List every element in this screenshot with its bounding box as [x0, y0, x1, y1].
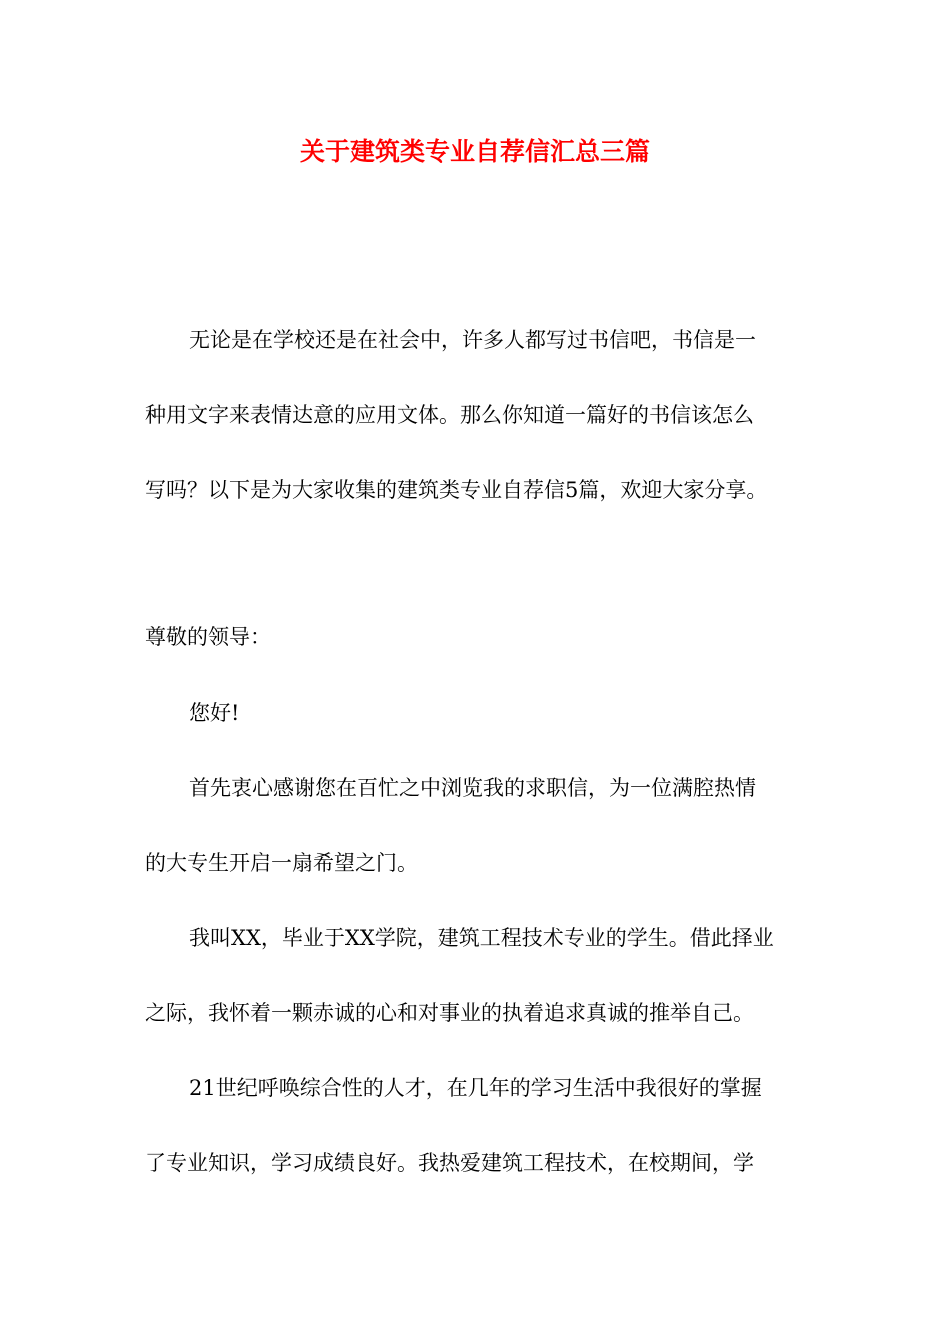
paragraph-line: 写吗？以下是为大家收集的建筑类专业自荐信5篇，欢迎大家分享。 [145, 478, 768, 502]
paragraph-line: 的大专生开启一扇希望之门。 [145, 851, 418, 875]
paragraph-line: 我叫XX，毕业于XX学院，建筑工程技术专业的学生。借此择业 [189, 926, 774, 950]
paragraph-line: 了专业知识，学习成绩良好。我热爱建筑工程技术，在校期间，学 [145, 1151, 754, 1175]
paragraph-line: 首先衷心感谢您在百忙之中浏览我的求职信，为一位满腔热情 [189, 776, 756, 800]
salutation: 尊敬的领导： [145, 625, 271, 649]
paragraph-line: 无论是在学校还是在社会中，许多人都写过书信吧，书信是一 [189, 328, 756, 352]
paragraph-line: 之际，我怀着一颗赤诚的心和对事业的执着追求真诚的推举自己。 [145, 1001, 754, 1025]
document-title: 关于建筑类专业自荐信汇总三篇 [299, 137, 650, 166]
paragraph-line: 种用文字来表情达意的应用文体。那么你知道一篇好的书信该怎么 [145, 403, 754, 427]
greeting: 您好! [189, 701, 240, 725]
paragraph-line: 21世纪呼唤综合性的人才，在几年的学习生活中我很好的掌握 [189, 1076, 762, 1100]
